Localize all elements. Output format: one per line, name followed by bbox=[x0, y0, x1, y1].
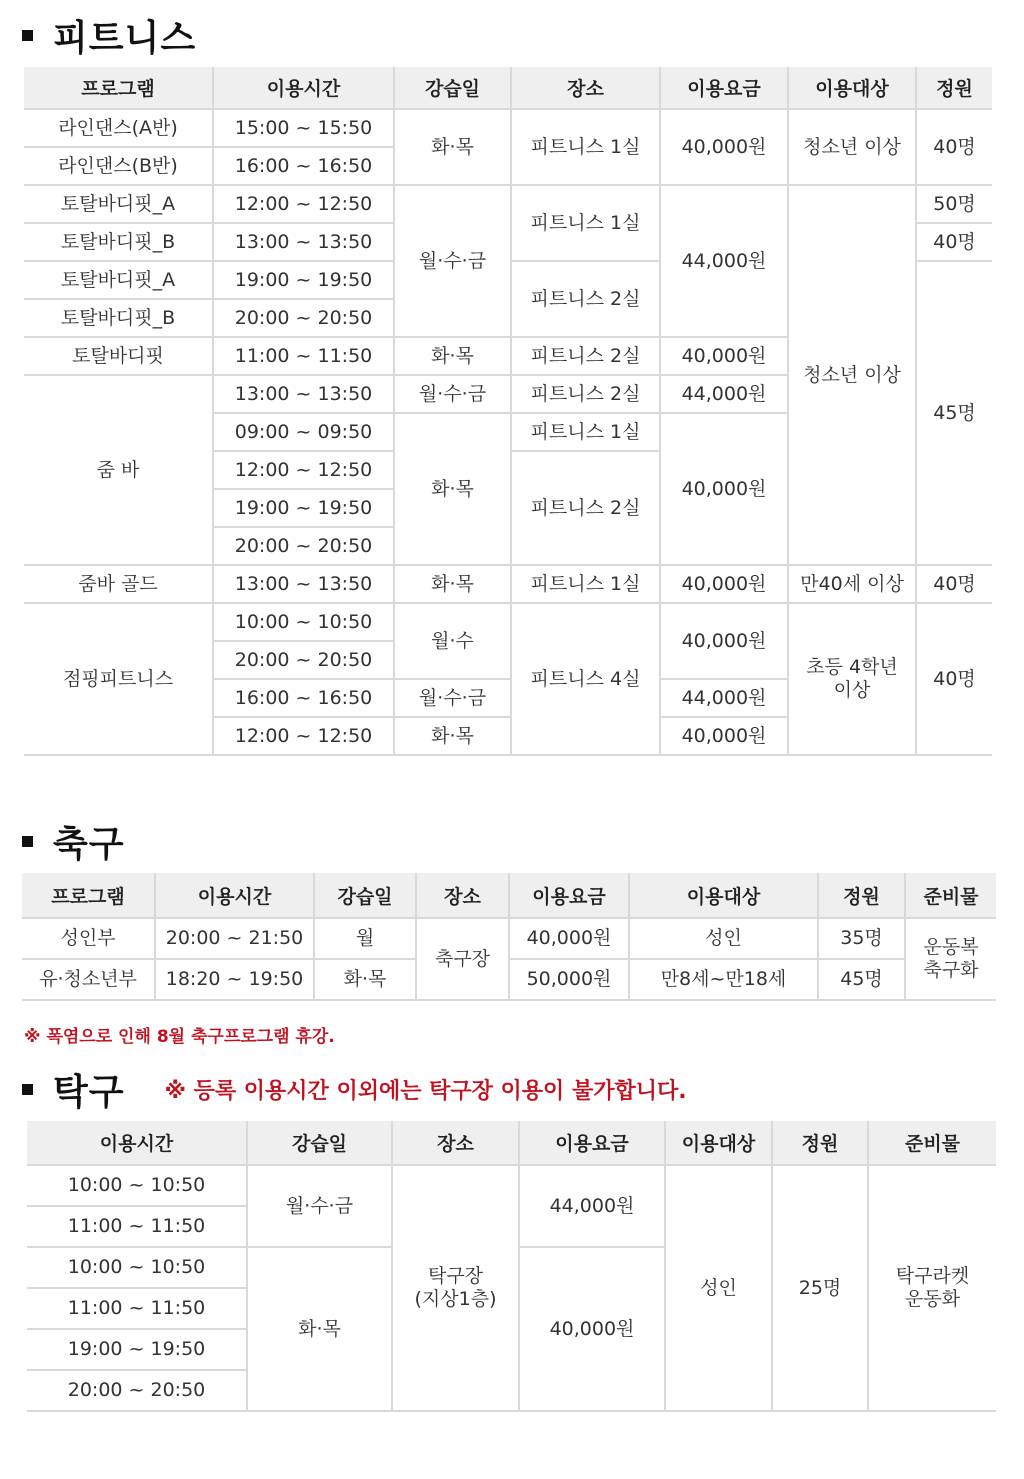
target-cell: 청소년 이상 bbox=[788, 109, 916, 185]
program-cell: 성인부 bbox=[22, 918, 155, 959]
fee-cell: 44,000원 bbox=[660, 185, 788, 337]
place-cell: 피트니스 2실 bbox=[511, 375, 660, 413]
items-cell: 운동복 축구화 bbox=[905, 918, 996, 1000]
time-cell: 20:00 ~ 20:50 bbox=[27, 1370, 247, 1411]
place-cell: 피트니스 4실 bbox=[511, 603, 660, 755]
table-tennis-title: 탁구 bbox=[53, 1072, 125, 1113]
time-cell: 12:00 ~ 12:50 bbox=[213, 451, 394, 489]
fee-cell: 44,000원 bbox=[660, 679, 788, 717]
time-cell: 12:00 ~ 12:50 bbox=[213, 717, 394, 755]
time-cell: 19:00 ~ 19:50 bbox=[213, 489, 394, 527]
place-cell: 피트니스 2실 bbox=[511, 337, 660, 375]
header-days: 강습일 bbox=[394, 67, 511, 109]
days-cell: 월·수·금 bbox=[394, 679, 511, 717]
table-tennis-section-header bbox=[22, 1064, 687, 1115]
program-cell: 점핑피트니스 bbox=[24, 603, 213, 755]
header-days: 강습일 bbox=[314, 873, 416, 918]
soccer-closure-note: ※ 폭염으로 인해 8월 축구프로그램 휴강. bbox=[24, 1027, 335, 1047]
capacity-cell: 35명 bbox=[818, 918, 905, 959]
capacity-cell: 50명 bbox=[916, 185, 992, 223]
fee-cell: 40,000원 bbox=[660, 109, 788, 185]
header-fee: 이용요금 bbox=[509, 873, 629, 918]
days-cell: 화·목 bbox=[394, 337, 511, 375]
target-cell: 만8세~만18세 bbox=[629, 959, 818, 1000]
header-program: 프로그램 bbox=[22, 873, 155, 918]
place-cell: 축구장 bbox=[416, 918, 509, 1000]
time-cell: 19:00 ~ 19:50 bbox=[213, 261, 394, 299]
fitness-section-header bbox=[22, 10, 196, 61]
time-cell: 12:00 ~ 12:50 bbox=[213, 185, 394, 223]
days-cell: 월·수·금 bbox=[247, 1165, 392, 1247]
header-target: 이용대상 bbox=[629, 873, 818, 918]
place-cell: 피트니스 2실 bbox=[511, 261, 660, 337]
time-cell: 16:00 ~ 16:50 bbox=[213, 147, 394, 185]
program-cell: 유·청소년부 bbox=[22, 959, 155, 1000]
fee-cell: 40,000원 bbox=[660, 565, 788, 603]
days-cell: 월·수 bbox=[394, 603, 511, 679]
time-cell: 20:00 ~ 20:50 bbox=[213, 299, 394, 337]
square-bullet-icon bbox=[22, 1084, 33, 1095]
place-cell: 피트니스 1실 bbox=[511, 413, 660, 451]
capacity-cell: 25명 bbox=[772, 1165, 868, 1411]
time-cell: 13:00 ~ 13:50 bbox=[213, 223, 394, 261]
target-cell: 청소년 이상 bbox=[788, 185, 916, 565]
soccer-title: 축구 bbox=[53, 824, 125, 865]
fee-cell: 44,000원 bbox=[660, 375, 788, 413]
days-cell: 월·수·금 bbox=[394, 185, 511, 337]
soccer-section-header bbox=[22, 816, 125, 867]
days-cell: 화·목 bbox=[394, 565, 511, 603]
header-fee: 이용요금 bbox=[519, 1121, 665, 1165]
time-cell: 20:00 ~ 21:50 bbox=[155, 918, 314, 959]
fitness-title: 피트니스 bbox=[53, 18, 197, 59]
target-cell: 만40세 이상 bbox=[788, 565, 916, 603]
header-fee: 이용요금 bbox=[660, 67, 788, 109]
program-cell: 라인댄스(A반) bbox=[24, 109, 213, 147]
header-capacity: 정원 bbox=[818, 873, 905, 918]
time-cell: 09:00 ~ 09:50 bbox=[213, 413, 394, 451]
place-cell: 피트니스 1실 bbox=[511, 109, 660, 185]
days-cell: 화·목 bbox=[314, 959, 416, 1000]
program-cell: 라인댄스(B반) bbox=[24, 147, 213, 185]
header-place: 장소 bbox=[392, 1121, 519, 1165]
time-cell: 15:00 ~ 15:50 bbox=[213, 109, 394, 147]
time-cell: 10:00 ~ 10:50 bbox=[213, 603, 394, 641]
header-time: 이용시간 bbox=[213, 67, 394, 109]
fee-cell: 50,000원 bbox=[509, 959, 629, 1000]
target-cell: 성인 bbox=[629, 918, 818, 959]
program-cell: 토탈바디핏 bbox=[24, 337, 213, 375]
fee-cell: 40,000원 bbox=[660, 717, 788, 755]
time-cell: 10:00 ~ 10:50 bbox=[27, 1165, 247, 1206]
target-cell: 초등 4학년 이상 bbox=[788, 603, 916, 755]
header-target: 이용대상 bbox=[788, 67, 916, 109]
header-place: 장소 bbox=[511, 67, 660, 109]
square-bullet-icon bbox=[22, 30, 33, 41]
time-cell: 16:00 ~ 16:50 bbox=[213, 679, 394, 717]
fee-cell: 40,000원 bbox=[509, 918, 629, 959]
capacity-cell: 45명 bbox=[916, 261, 992, 565]
time-cell: 20:00 ~ 20:50 bbox=[213, 641, 394, 679]
program-cell: 토탈바디핏_B bbox=[24, 223, 213, 261]
program-cell: 토탈바디핏_A bbox=[24, 261, 213, 299]
header-time: 이용시간 bbox=[27, 1121, 247, 1165]
header-target: 이용대상 bbox=[665, 1121, 772, 1165]
header-capacity: 정원 bbox=[772, 1121, 868, 1165]
header-place: 장소 bbox=[416, 873, 509, 918]
time-cell: 13:00 ~ 13:50 bbox=[213, 375, 394, 413]
fee-cell: 40,000원 bbox=[660, 413, 788, 565]
place-cell: 탁구장 (지상1층) bbox=[392, 1165, 519, 1411]
days-cell: 월·수·금 bbox=[394, 375, 511, 413]
time-cell: 18:20 ~ 19:50 bbox=[155, 959, 314, 1000]
time-cell: 13:00 ~ 13:50 bbox=[213, 565, 394, 603]
capacity-cell: 40명 bbox=[916, 223, 992, 261]
header-items: 준비물 bbox=[905, 873, 996, 918]
capacity-cell: 40명 bbox=[916, 565, 992, 603]
program-cell: 토탈바디핏_A bbox=[24, 185, 213, 223]
table-tennis-schedule-table bbox=[27, 1121, 996, 1412]
days-cell: 화·목 bbox=[394, 717, 511, 755]
place-cell: 피트니스 2실 bbox=[511, 451, 660, 565]
time-cell: 11:00 ~ 11:50 bbox=[27, 1288, 247, 1329]
time-cell: 11:00 ~ 11:50 bbox=[213, 337, 394, 375]
time-cell: 19:00 ~ 19:50 bbox=[27, 1329, 247, 1370]
header-program: 프로그램 bbox=[24, 67, 213, 109]
header-items: 준비물 bbox=[868, 1121, 996, 1165]
target-cell: 성인 bbox=[665, 1165, 772, 1411]
header-capacity: 정원 bbox=[916, 67, 992, 109]
place-cell: 피트니스 1실 bbox=[511, 185, 660, 261]
time-cell: 10:00 ~ 10:50 bbox=[27, 1247, 247, 1288]
days-cell: 화·목 bbox=[247, 1247, 392, 1411]
fitness-schedule-table bbox=[24, 67, 992, 756]
time-cell: 20:00 ~ 20:50 bbox=[213, 527, 394, 565]
items-cell: 탁구라켓 운동화 bbox=[868, 1165, 996, 1411]
fee-cell: 40,000원 bbox=[660, 603, 788, 679]
capacity-cell: 40명 bbox=[916, 603, 992, 755]
square-bullet-icon bbox=[22, 836, 33, 847]
days-cell: 화·목 bbox=[394, 413, 511, 565]
days-cell: 월 bbox=[314, 918, 416, 959]
days-cell: 화·목 bbox=[394, 109, 511, 185]
place-cell: 피트니스 1실 bbox=[511, 565, 660, 603]
header-time: 이용시간 bbox=[155, 873, 314, 918]
program-cell: 줌 바 bbox=[24, 375, 213, 565]
capacity-cell: 45명 bbox=[818, 959, 905, 1000]
header-days: 강습일 bbox=[247, 1121, 392, 1165]
soccer-schedule-table bbox=[22, 873, 996, 1001]
time-cell: 11:00 ~ 11:50 bbox=[27, 1206, 247, 1247]
fee-cell: 40,000원 bbox=[660, 337, 788, 375]
program-cell: 토탈바디핏_B bbox=[24, 299, 213, 337]
fee-cell: 44,000원 bbox=[519, 1165, 665, 1247]
capacity-cell: 40명 bbox=[916, 109, 992, 185]
program-cell: 줌바 골드 bbox=[24, 565, 213, 603]
fee-cell: 40,000원 bbox=[519, 1247, 665, 1411]
table-tennis-notice: ※ 등록 이용시간 이외에는 탁구장 이용이 불가합니다. bbox=[164, 1079, 687, 1104]
